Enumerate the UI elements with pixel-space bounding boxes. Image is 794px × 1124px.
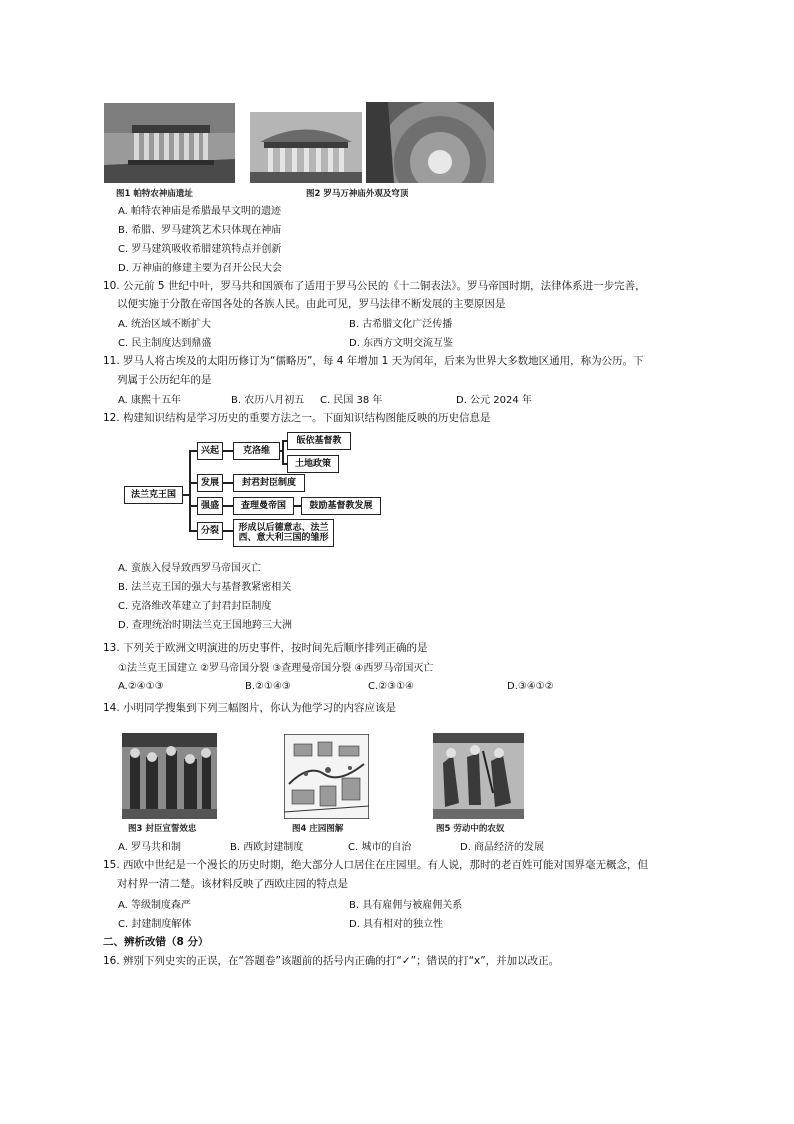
pantheon-exterior-photo (250, 112, 362, 183)
q11-option-b: B. 农历八月初五 (231, 395, 305, 406)
diagram-node-land-policy: 土地政策 (287, 455, 339, 473)
diagram-node-rise: 兴起 (197, 442, 223, 460)
diagram-node-develop: 发展 (197, 474, 223, 492)
diagram-node-peak: 强盛 (197, 497, 223, 515)
q11-stem-line1: 11. 罗马人将古埃及的太阳历修订为“儒略历”，每 4 年增加 1 天为闰年，后来为世界大多数地区通用，称为公历。下 (103, 355, 644, 367)
fig5-caption: 图5 劳动中的农奴 (436, 824, 505, 834)
q9-option-a: A. 帕特农神庙是希腊最早文明的遗迹 (118, 206, 282, 217)
diagram-node-convert: 皈依基督教 (287, 432, 351, 450)
manor-plan-image (284, 734, 369, 819)
fig1-caption: 图1 帕特农神庙遗址 (116, 189, 193, 199)
q10-stem-line1: 10. 公元前 5 世纪中叶，罗马共和国颁布了适用于罗马公民的《十二铜表法》。罗马帝国时期，法律体系进一步完善， (103, 280, 646, 292)
q14-option-c: C. 城市的自治 (348, 842, 412, 853)
q15-option-a: A. 等级制度森严 (118, 900, 192, 911)
q12-option-c: C. 克洛维改革建立了封君封臣制度 (118, 601, 272, 612)
q9-option-d: D. 万神庙的修建主要为召开公民大会 (118, 263, 283, 274)
q10-option-c: C. 民主制度达到鼎盛 (118, 338, 212, 349)
q10-option-a: A. 统治区域不断扩大 (118, 319, 212, 330)
diagram-root-frankish-kingdom: 法兰克王国 (124, 486, 183, 504)
diagram-node-split: 分裂 (197, 522, 223, 540)
q9-option-c: C. 罗马建筑吸收希腊建筑特点并创新 (118, 244, 282, 255)
q13-option-a: A.②④①③ (118, 681, 164, 692)
q12-option-d: D. 查理统治时期法兰克王国地跨三大洲 (118, 620, 293, 631)
diagram-node-fief-system: 封君封臣制度 (233, 474, 305, 492)
q15-option-d: D. 具有相对的独立性 (349, 919, 444, 930)
diagram-node-split-result: 形成以后德意志、法兰西、意大利三国的雏形 (233, 519, 334, 547)
q11-stem-line2: 列属于公历纪年的是 (117, 374, 212, 386)
q15-stem-line2: 对村界一清二楚。该材料反映了西欧庄园的特点是 (117, 878, 348, 890)
q15-option-c: C. 封建制度解体 (118, 919, 192, 930)
q14-option-a: A. 罗马共和制 (118, 842, 182, 853)
q11-option-a: A. 康熙十五年 (118, 395, 182, 406)
serfs-working-image (433, 733, 524, 819)
diagram-node-charlemagne: 查理曼帝国 (233, 497, 294, 515)
q16-stem: 16. 辨别下列史实的正误，在“答题卷”该题前的括号内正确的打“✓”；错误的打“x”，并加以改正。 (103, 955, 560, 967)
q10-option-b: B. 古希腊文化广泛传播 (349, 319, 453, 330)
q12-option-b: B. 法兰克王国的强大与基督教紧密相关 (118, 582, 292, 593)
q15-option-b: B. 具有雇佣与被雇佣关系 (349, 900, 463, 911)
diagram-node-encourage-christianity: 鼓励基督教发展 (301, 497, 381, 515)
q12-stem-line1: 12. 构建知识结构是学习历史的重要方法之一。下面知识结构图能反映的历史信息是 (103, 412, 491, 424)
q13-option-c: C.②③①④ (368, 681, 415, 692)
q14-stem-line1: 14. 小明同学搜集到下列三幅图片，你认为他学习的内容应该是 (103, 702, 397, 714)
fig2-caption: 图2 罗马万神庙外观及穹顶 (306, 189, 409, 199)
q9-option-b: B. 希腊、罗马建筑艺术只体现在神庙 (118, 225, 282, 236)
pantheon-dome-photo (366, 102, 494, 183)
q10-option-d: D. 东西方文明交流互鉴 (349, 338, 454, 349)
q13-option-d: D.③④①② (507, 681, 554, 692)
parthenon-photo (104, 103, 235, 183)
diagram-node-clovis: 克洛维 (233, 442, 280, 460)
q10-stem-line2: 以便实施于分散在帝国各处的各族人民。由此可见，罗马法律不断发展的主要原因是 (117, 298, 506, 310)
q14-option-d: D. 商品经济的发展 (460, 842, 545, 853)
section2-title: 二、辨析改错（8 分） (103, 936, 209, 948)
q11-option-c: C. 民国 38 年 (320, 395, 383, 406)
q13-event-list: ①法兰克王国建立 ②罗马帝国分裂 ③查理曼帝国分裂 ④西罗马帝国灭亡 (118, 663, 434, 674)
vassal-oath-image (122, 733, 217, 819)
fig3-caption: 图3 封臣宣誓效忠 (128, 824, 197, 834)
q15-stem-line1: 15. 西欧中世纪是一个漫长的历史时期，绝大部分人口居住在庄园里。有人说，那时的老百姓可能对国界毫无概念，但 (103, 859, 649, 871)
q12-option-a: A. 蛮族入侵导致西罗马帝国灭亡 (118, 563, 262, 574)
fig4-caption: 图4 庄园图解 (292, 824, 344, 834)
q14-option-b: B. 西欧封建制度 (230, 842, 304, 853)
q11-option-d: D. 公元 2024 年 (456, 395, 532, 406)
q13-option-b: B.②①④③ (245, 681, 291, 692)
q13-stem-line1: 13. 下列关于欧洲文明演进的历史事件，按时间先后顺序排列正确的是 (103, 642, 428, 654)
